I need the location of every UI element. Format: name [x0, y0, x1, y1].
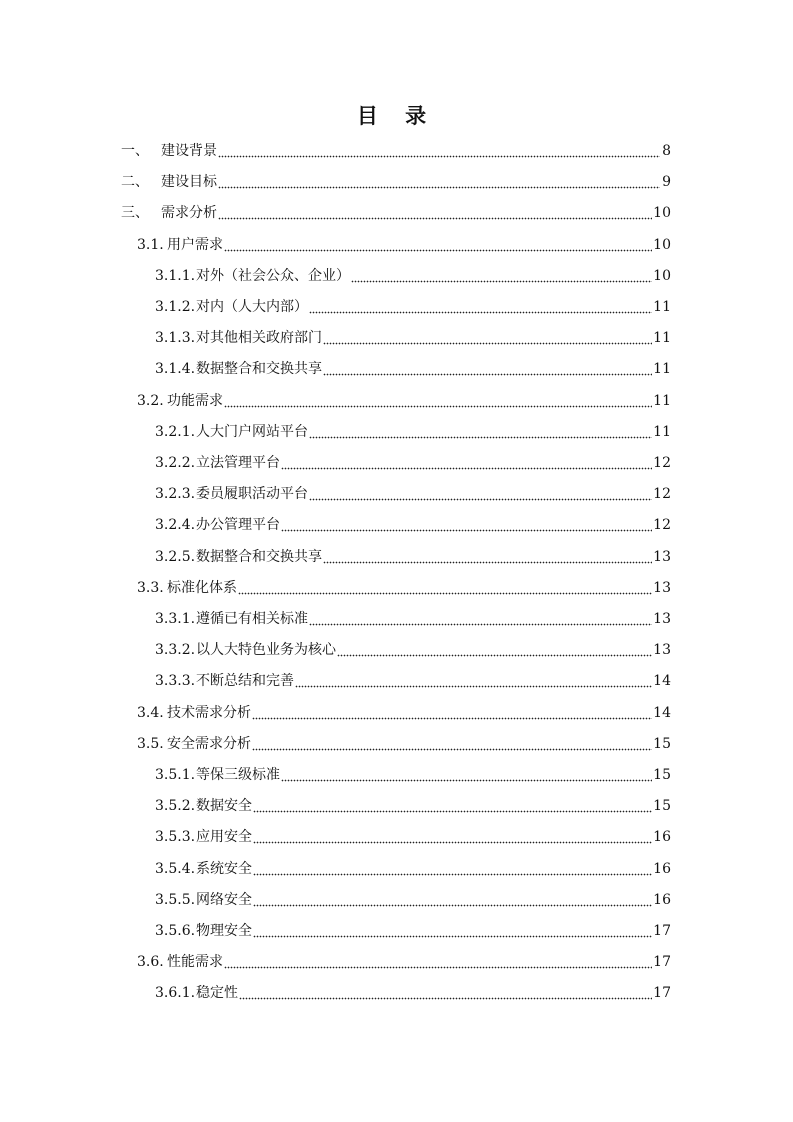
- toc-entry-line: [137, 947, 671, 978]
- toc-entry-page-number: 12: [653, 517, 671, 534]
- toc-entry-text: 对内（人大内部）: [196, 299, 308, 315]
- toc-entry[interactable]: [0, 791, 793, 822]
- toc-dot-leader: [309, 604, 652, 635]
- toc-entry[interactable]: [0, 386, 793, 417]
- toc-entry-page-number: 13: [653, 611, 671, 627]
- toc-entry-number: 3.3.2.: [155, 642, 196, 659]
- toc-entry-page-number: 14: [653, 673, 671, 690]
- toc-entry[interactable]: [0, 448, 793, 479]
- toc-entry-page-number: 11: [653, 299, 671, 315]
- toc-entry-page-number: 17: [653, 923, 671, 939]
- toc-entry-line: [137, 698, 671, 729]
- toc-entry-text: 建设背景: [161, 143, 217, 159]
- toc-entry-number: 3.6.: [137, 954, 164, 971]
- toc-entry-text: 遵循已有相关标准: [196, 611, 308, 627]
- toc-entry-line: [155, 978, 671, 1009]
- toc-entry-page-number: 16: [653, 860, 671, 877]
- toc-entry-number: 一、: [121, 143, 149, 159]
- toc-entry-number: 3.5.6.: [155, 923, 196, 939]
- toc-entry-page-number: 9: [662, 174, 671, 191]
- toc-entry[interactable]: [0, 230, 793, 261]
- toc-entry-text: 数据安全: [196, 798, 252, 815]
- toc-entry-text: 标准化体系: [167, 579, 237, 596]
- toc-entry-number: 3.5.4.: [155, 860, 196, 877]
- toc-dot-leader: [281, 760, 652, 791]
- toc-dot-leader: [337, 635, 652, 666]
- toc-entry[interactable]: [0, 916, 793, 947]
- toc-entry[interactable]: [0, 604, 793, 635]
- toc-entry-page-number: 14: [653, 704, 671, 721]
- toc-entry-number: 3.5.1.: [155, 767, 196, 783]
- toc-dot-leader: [323, 542, 652, 573]
- toc-entry-number: 3.1.3.: [155, 330, 196, 347]
- toc-dot-leader: [238, 573, 652, 604]
- toc-entry-page-number: 11: [653, 361, 671, 378]
- toc-entry-number: 3.5.3.: [155, 829, 196, 846]
- toc-dot-leader: [252, 729, 652, 760]
- toc-entry-number: 3.3.: [137, 579, 164, 596]
- toc-entry[interactable]: [0, 198, 793, 229]
- toc-entry-number: 3.5.2.: [155, 798, 196, 815]
- toc-entry-line: [155, 635, 671, 666]
- toc-entry-text: 系统安全: [196, 860, 252, 877]
- toc-entry[interactable]: [0, 854, 793, 885]
- toc-entry-number: 3.1.1.: [155, 267, 196, 284]
- toc-entry-number: 二、: [121, 174, 149, 191]
- toc-entry-line: [155, 822, 671, 853]
- toc-entry[interactable]: [0, 261, 793, 292]
- toc-dot-leader: [253, 822, 652, 853]
- toc-entry-line: [155, 885, 671, 916]
- toc-entry-line: [121, 167, 671, 198]
- toc-entry-text: 应用安全: [196, 829, 252, 846]
- toc-entry-text: 技术需求分析: [167, 704, 251, 721]
- toc-entry-page-number: 15: [653, 767, 671, 783]
- toc-entry-text: 人大门户网站平台: [196, 423, 308, 440]
- toc-entry-text: 安全需求分析: [167, 735, 251, 752]
- toc-entry-page-number: 11: [653, 423, 671, 440]
- toc-entry-page-number: 10: [653, 236, 671, 253]
- toc-entry-number: 3.5.5.: [155, 891, 196, 908]
- toc-entry[interactable]: [0, 573, 793, 604]
- toc-entry-number: 3.1.4.: [155, 361, 196, 378]
- toc-dot-leader: [252, 698, 652, 729]
- toc-dot-leader: [253, 854, 652, 885]
- toc-entry-text: 需求分析: [161, 205, 217, 222]
- toc-entry-text: 网络安全: [196, 891, 252, 908]
- toc-entry-line: [155, 417, 671, 448]
- toc-entry-line: [155, 604, 671, 635]
- toc-entry-page-number: 8: [662, 143, 671, 159]
- toc-entry-text: 等保三级标准: [196, 767, 280, 783]
- toc-entry-number: 3.1.2.: [155, 299, 196, 315]
- toc-entry-text: 建设目标: [161, 174, 217, 191]
- toc-entry[interactable]: [0, 542, 793, 573]
- toc-entry-number: 3.2.4.: [155, 517, 196, 534]
- toc-entry-page-number: 11: [653, 330, 671, 347]
- toc-entry-line: [155, 791, 671, 822]
- toc-entry[interactable]: [0, 698, 793, 729]
- toc-entry[interactable]: [0, 885, 793, 916]
- toc-entry[interactable]: [0, 167, 793, 198]
- toc-entry-text: 数据整合和交换共享: [196, 361, 322, 378]
- toc-entry-page-number: 17: [653, 954, 671, 971]
- toc-entry-text: 不断总结和完善: [196, 673, 294, 690]
- toc-entry-text: 委员履职活动平台: [196, 486, 308, 503]
- toc-entry-text: 对其他相关政府部门: [196, 330, 322, 347]
- toc-entry[interactable]: [0, 136, 793, 167]
- toc-entry-number: 3.5.: [137, 735, 164, 752]
- toc-dot-leader: [239, 978, 652, 1009]
- toc-entry[interactable]: [0, 417, 793, 448]
- toc-entry-number: 三、: [121, 205, 149, 222]
- toc-dot-leader: [295, 666, 652, 697]
- toc-entry-page-number: 13: [653, 579, 671, 596]
- toc-entry-text: 办公管理平台: [196, 517, 280, 534]
- toc-entry-text: 以人大特色业务为核心: [196, 642, 336, 659]
- toc-entry-number: 3.4.: [137, 704, 164, 721]
- toc-entry-text: 稳定性: [196, 985, 238, 1002]
- toc-entry-number: 3.3.1.: [155, 611, 196, 627]
- toc-entry-number: 3.2.: [137, 392, 164, 409]
- toc-entry[interactable]: [0, 947, 793, 978]
- toc-entry-line: [155, 854, 671, 885]
- toc-dot-leader: [309, 292, 652, 323]
- toc-entry[interactable]: [0, 822, 793, 853]
- toc-entry[interactable]: [0, 510, 793, 541]
- toc-entry[interactable]: [0, 729, 793, 760]
- toc-entry-page-number: 10: [653, 205, 671, 222]
- toc-entry-text: 性能需求: [167, 954, 223, 971]
- toc-entry-number: 3.2.3.: [155, 486, 196, 503]
- toc-entry[interactable]: [0, 978, 793, 1009]
- toc-dot-leader: [351, 261, 652, 292]
- toc-entry-line: [155, 448, 671, 479]
- toc-entry-number: 3.3.3.: [155, 673, 196, 690]
- toc-entry-line: [155, 666, 671, 697]
- toc-dot-leader: [218, 136, 660, 167]
- toc-dot-leader: [281, 510, 652, 541]
- toc-entry-line: [155, 760, 671, 791]
- toc-dot-leader: [309, 479, 652, 510]
- toc-entry-text: 功能需求: [167, 392, 223, 409]
- toc-entry-line: [121, 198, 671, 229]
- toc-entry-number: 3.2.1.: [155, 423, 196, 440]
- toc-entry-line: [137, 729, 671, 760]
- toc-dot-leader: [309, 417, 652, 448]
- toc-title: 目 录: [356, 104, 437, 128]
- toc-entry-line: [137, 230, 671, 261]
- toc-entry-text: 对外（社会公众、企业）: [196, 267, 350, 284]
- toc-entry-page-number: 11: [653, 392, 671, 409]
- toc-entry-number: 3.2.5.: [155, 548, 196, 565]
- toc-entry-line: [121, 136, 671, 167]
- toc-entry-page-number: 16: [653, 891, 671, 908]
- toc-dot-leader: [281, 448, 652, 479]
- toc-dot-leader: [323, 323, 652, 354]
- toc-entry-line: [155, 510, 671, 541]
- toc-dot-leader: [218, 167, 660, 198]
- toc-entry-number: 3.6.1.: [155, 985, 196, 1002]
- toc-entry-line: [155, 479, 671, 510]
- toc-dot-leader: [253, 885, 652, 916]
- toc-entry-line: [137, 573, 671, 604]
- toc-entry-line: [155, 292, 671, 323]
- toc-dot-leader: [253, 791, 652, 822]
- toc-entry-page-number: 15: [653, 735, 671, 752]
- toc-entry-number: 3.1.: [137, 236, 164, 253]
- toc-entry[interactable]: [0, 354, 793, 385]
- toc-entry[interactable]: [0, 479, 793, 510]
- toc-dot-leader: [253, 916, 652, 947]
- toc-entry-page-number: 13: [653, 548, 671, 565]
- toc-entry-page-number: 12: [653, 455, 671, 471]
- toc-entry-line: [137, 386, 671, 417]
- toc-dot-leader: [224, 230, 652, 261]
- toc-entry-page-number: 16: [653, 829, 671, 846]
- toc-entry-text: 用户需求: [167, 236, 223, 253]
- toc-entry[interactable]: [0, 323, 793, 354]
- toc-entry-page-number: 12: [653, 486, 671, 503]
- toc-entry-line: [155, 916, 671, 947]
- toc-entry[interactable]: [0, 666, 793, 697]
- toc-entry-page-number: 10: [653, 267, 671, 284]
- toc-entry[interactable]: [0, 760, 793, 791]
- toc-entry-page-number: 13: [653, 642, 671, 659]
- toc-dot-leader: [218, 198, 652, 229]
- toc-entry-number: 3.2.2.: [155, 455, 196, 471]
- toc-entry-line: [155, 261, 671, 292]
- toc-dot-leader: [224, 947, 652, 978]
- toc-entry-text: 立法管理平台: [196, 455, 280, 471]
- toc-entry-line: [155, 354, 671, 385]
- toc-entry-page-number: 15: [653, 798, 671, 815]
- toc-entry-page-number: 17: [653, 985, 671, 1002]
- toc-entry[interactable]: [0, 635, 793, 666]
- toc-entry[interactable]: [0, 292, 793, 323]
- toc-entry-text: 物理安全: [196, 923, 252, 939]
- toc-entry-line: [155, 542, 671, 573]
- toc-dot-leader: [323, 354, 652, 385]
- toc-entry-text: 数据整合和交换共享: [196, 548, 322, 565]
- toc-dot-leader: [224, 386, 652, 417]
- toc-entry-line: [155, 323, 671, 354]
